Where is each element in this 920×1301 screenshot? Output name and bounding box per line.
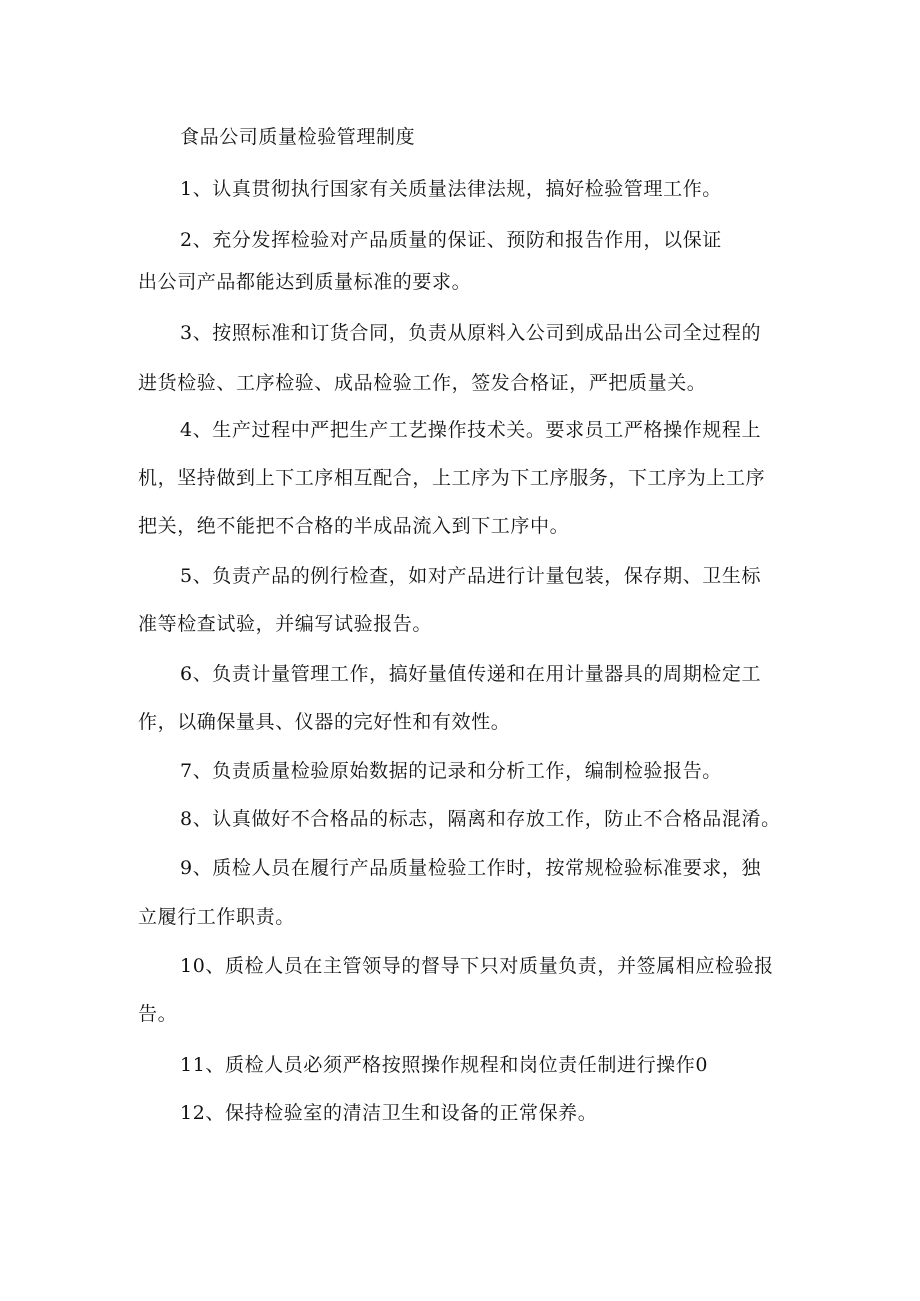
paragraph-10-line-2: 告。 — [138, 1003, 178, 1025]
document-title: 食品公司质量检验管理制度 — [180, 126, 416, 148]
paragraph-10-line-1: 10、质检人员在主管领导的督导下只对质量负责，并签属相应检验报 — [180, 955, 774, 977]
paragraph-6-line-1: 6、负责计量管理工作，搞好量值传递和在用计量器具的周期检定工 — [180, 663, 762, 685]
paragraph-3-line-2: 进货检验、工序检验、成品检验工作，签发合格证，严把质量关。 — [138, 372, 707, 394]
paragraph-11-line-1: 11、质检人员必须严格按照操作规程和岗位责任制进行操作0 — [180, 1054, 709, 1076]
paragraph-2-line-2: 出公司产品都能达到质量标准的要求。 — [138, 271, 472, 293]
paragraph-2-line-1: 2、充分发挥检验对产品质量的保证、预防和报告作用，以保证 — [180, 229, 722, 251]
paragraph-4-line-3: 把关，绝不能把不合格的半成品流入到下工序中。 — [138, 515, 570, 537]
paragraph-9-line-1: 9、质检人员在履行产品质量检验工作时，按常规检验标准要求，独 — [180, 857, 762, 879]
paragraph-1-line-1: 1、认真贯彻执行国家有关质量法律法规，搞好检验管理工作。 — [180, 178, 722, 200]
paragraph-4-line-2: 机，坚持做到上下工序相互配合，上工序为下工序服务，下工序为上工序 — [138, 467, 766, 489]
paragraph-3-line-1: 3、按照标准和订货合同，负责从原料入公司到成品出公司全过程的 — [180, 322, 762, 344]
paragraph-4-line-1: 4、生产过程中严把生产工艺操作技术关。要求员工严格操作规程上 — [180, 419, 762, 441]
paragraph-5-line-1: 5、负责产品的例行检查，如对产品进行计量包装，保存期、卫生标 — [180, 565, 762, 587]
paragraph-6-line-2: 作，以确保量具、仪器的完好性和有效性。 — [138, 711, 511, 733]
paragraph-7-line-1: 7、负责质量检验原始数据的记录和分析工作，编制检验报告。 — [180, 760, 722, 782]
paragraph-5-line-2: 准等检查试验，并编写试验报告。 — [138, 613, 433, 635]
paragraph-9-line-2: 立履行工作职责。 — [138, 906, 295, 928]
paragraph-12-line-1: 12、保持检验室的清洁卫生和设备的正常保养。 — [180, 1102, 598, 1124]
paragraph-8-line-1: 8、认真做好不合格品的标志，隔离和存放工作，防止不合格品混淆。 — [180, 808, 781, 830]
